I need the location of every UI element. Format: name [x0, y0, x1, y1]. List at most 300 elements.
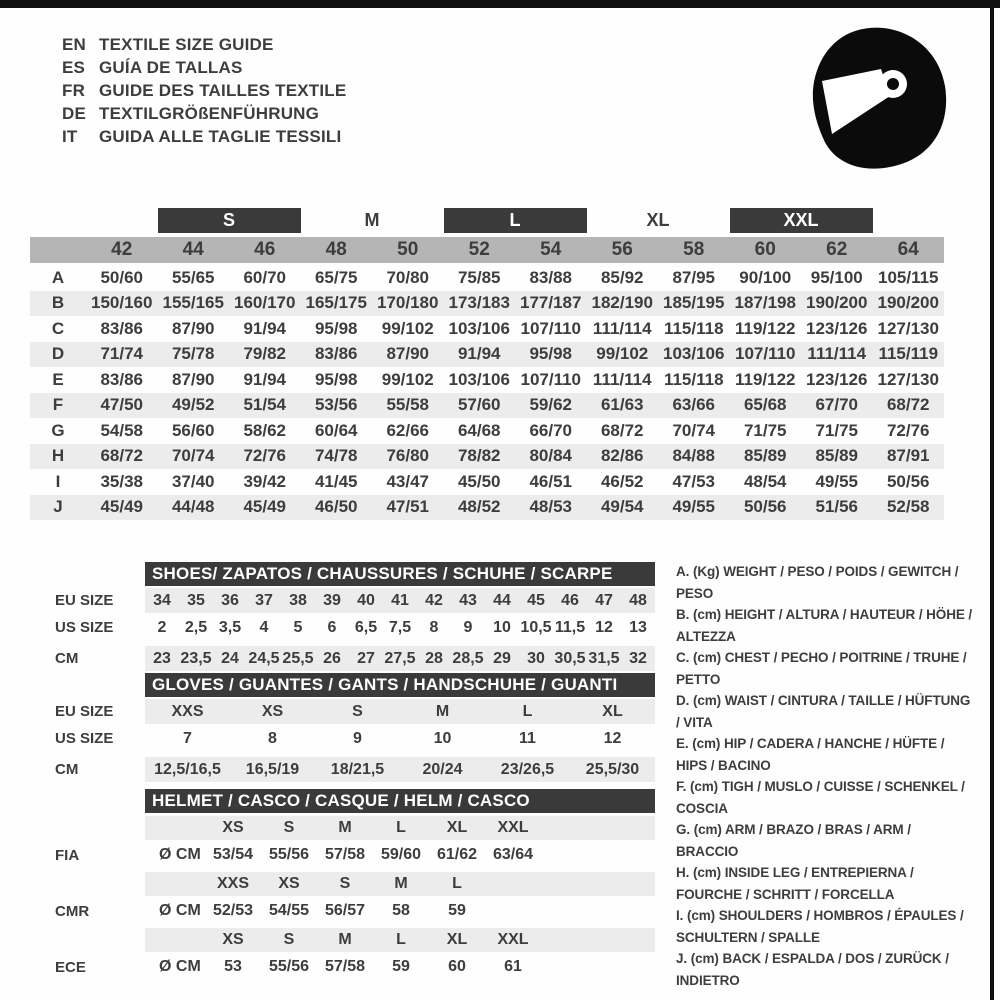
sub-cell: 46 [561, 591, 579, 609]
sub-cell: 13 [629, 618, 647, 636]
helmet-size-cell: XXS [216, 875, 249, 892]
measure-cell: 48/54 [743, 471, 787, 491]
helmet-group [55, 928, 675, 979]
measure-cell: 47/50 [100, 395, 144, 415]
measure-cell: 99/102 [381, 369, 434, 389]
right-border-bar [990, 0, 994, 1000]
measure-cell: 46/51 [529, 471, 573, 491]
sub-cell: 10 [493, 618, 511, 636]
measure-cell: 105/115 [877, 267, 939, 287]
sub-cell: 32 [629, 649, 647, 667]
sub-cell: 16,5/19 [245, 760, 300, 778]
helmet-value-cell: 63/64 [492, 846, 534, 863]
sub-cell: 10 [433, 729, 452, 747]
measure-cell: 103/106 [663, 344, 725, 364]
sub-cell: 47 [595, 591, 613, 609]
sub-cells [145, 899, 655, 923]
size-group-xl: XL [646, 210, 670, 230]
sub-cell: 43 [459, 591, 477, 609]
numeric-size-cell: 52 [468, 239, 490, 260]
size-group-row [30, 208, 944, 233]
legend-item: D. (cm) WAIST / CINTURA / TAILLE / HÜFTUNG / VITA [676, 693, 971, 730]
helmet-value-cell: 52/53 [212, 902, 254, 919]
sub-cell: 2 [157, 618, 167, 636]
measure-cell: 85/89 [815, 446, 859, 466]
sub-cell: 9 [463, 618, 473, 636]
sub-row-label: CM [55, 650, 79, 667]
measure-cell: 37/40 [171, 471, 215, 491]
sub-cell: 20/24 [422, 760, 463, 778]
helmet-size-cell: XXL [497, 819, 529, 836]
sub-cell: 27,5 [384, 649, 416, 667]
measure-cell: 68/72 [886, 395, 930, 415]
sub-cells [145, 955, 655, 979]
helmet-size-cell: M [338, 819, 352, 836]
helmet-size-cell: M [394, 875, 408, 892]
measure-cell: 48/53 [529, 497, 573, 517]
language-code: DE [62, 103, 87, 123]
sub-cell: 23 [153, 649, 171, 667]
sub-cell: 39 [323, 591, 341, 609]
language-row [62, 125, 346, 148]
language-row [62, 33, 346, 56]
measure-cell: 46/50 [314, 497, 358, 517]
language-row [62, 79, 346, 102]
legend-item: G. (cm) ARM / BRAZO / BRAS / ARM / BRACCIO [676, 822, 911, 859]
helmet-size-cell: XS [278, 875, 300, 892]
measure-cell: 51/54 [243, 395, 287, 415]
sub-cell: 28,5 [452, 649, 484, 667]
sub-cell: XXS [171, 702, 204, 720]
measure-cell: 46/52 [600, 471, 644, 491]
measure-cell: 185/195 [663, 293, 725, 313]
legend-item: E. (cm) HIP / CADERA / HANCHE / HÜFTE / HIPS / BACINO [676, 736, 945, 773]
language-code: IT [62, 126, 78, 146]
helmet-size-table [55, 789, 675, 984]
sub-cell: XL [602, 702, 623, 720]
sub-cell: 23/26,5 [500, 760, 555, 778]
measure-cell: 103/106 [448, 318, 510, 338]
helmet-size-cell: XXL [497, 931, 529, 948]
standard-label: FIA [55, 846, 80, 864]
measure-cell: 57/60 [457, 395, 501, 415]
sub-cell: 10,5 [520, 618, 552, 636]
language-title: GUIDE DES TAILLES TEXTILE [99, 80, 347, 100]
measure-cell: 65/75 [314, 267, 358, 287]
measure-cell: 60/70 [243, 267, 287, 287]
sub-cell: 26 [323, 649, 341, 667]
measure-cell: 66/70 [529, 420, 573, 440]
measure-cell: 48/52 [457, 497, 501, 517]
measure-cell: 45/50 [457, 471, 501, 491]
sub-cell: 30,5 [554, 649, 586, 667]
measure-cell: 63/66 [672, 395, 716, 415]
numeric-size-cell: 42 [111, 239, 133, 260]
shoes-table [55, 562, 675, 671]
helmet-sizes-row [55, 872, 675, 896]
numeric-size-cell: 62 [826, 239, 848, 260]
helmet-table-title: HELMET / CASCO / CASQUE / HELM / CASCO [145, 789, 655, 813]
sub-cell: 5 [293, 618, 303, 636]
helmet-value-cell: 56/57 [324, 902, 366, 919]
legend-item: B. (cm) HEIGHT / ALTURA / HAUTEUR / HÖHE / ALTEZZA [676, 607, 973, 644]
measure-row [30, 291, 944, 317]
measure-cell: 44/48 [171, 497, 215, 517]
measure-rows [30, 265, 944, 520]
sub-cell: 11,5 [554, 618, 586, 636]
row-letter: C [51, 318, 65, 338]
measure-cell: 49/52 [171, 395, 215, 415]
measure-cell: 60/64 [314, 420, 358, 440]
sub-row [55, 757, 675, 782]
helmet-size-cell: L [396, 819, 406, 836]
measure-cell: 76/80 [386, 446, 430, 466]
measure-cell: 115/118 [663, 369, 724, 389]
sub-row [55, 726, 675, 751]
measure-cell: 83/88 [529, 267, 573, 287]
measure-cell: 51/56 [815, 497, 859, 517]
sub-cells [145, 615, 655, 640]
sub-cell: 44 [493, 591, 511, 609]
measure-cell: 91/94 [457, 344, 501, 364]
measure-cell: 70/80 [386, 267, 430, 287]
sub-cell: 11 [519, 729, 536, 747]
sub-row-label: CM [55, 761, 79, 778]
sub-cell: 41 [391, 591, 409, 609]
measure-cell: 85/92 [600, 267, 644, 287]
sub-cell: 38 [289, 591, 307, 609]
measure-cell: 85/89 [743, 446, 787, 466]
sub-cells [145, 726, 655, 751]
measure-cell: 68/72 [600, 420, 644, 440]
helmet-size-cell: M [338, 931, 352, 948]
measure-cell: 87/95 [672, 267, 716, 287]
standard-label: CMR [55, 902, 90, 920]
legend-item: F. (cm) TIGH / MUSLO / CUISSE / SCHENKEL / COSCIA [676, 779, 965, 816]
helmet-group [55, 872, 675, 923]
sub-cell: 40 [357, 591, 375, 609]
helmet-value-cell: 61 [504, 958, 522, 975]
measure-cell: 83/86 [314, 344, 358, 364]
legend-item: C. (cm) CHEST / PECHO / POITRINE / TRUHE / PETTO [676, 650, 967, 687]
helmet-size-cell: L [396, 931, 406, 948]
legend-item: H. (cm) INSIDE LEG / ENTREPIERNA / FOURCHE / SCHRITT / FORCELLA [676, 865, 914, 902]
helmet-value-cell: 59/60 [380, 846, 422, 863]
measure-row [30, 495, 944, 521]
measure-cell: 87/90 [171, 318, 215, 338]
language-code: FR [62, 80, 86, 100]
measure-cell: 43/47 [386, 471, 430, 491]
language-code: EN [62, 34, 87, 54]
sub-row [55, 699, 675, 724]
measure-cell: 111/114 [807, 344, 867, 364]
numeric-size-cell: 48 [325, 239, 347, 260]
numeric-size-cell: 46 [254, 239, 276, 260]
measure-cell: 45/49 [100, 497, 144, 517]
language-row [62, 56, 346, 79]
measure-cell: 78/82 [457, 446, 501, 466]
measure-cell: 160/170 [234, 293, 296, 313]
measure-row [30, 393, 944, 419]
measure-cell: 65/68 [743, 395, 787, 415]
size-group-xxl: XXL [730, 208, 873, 233]
row-letter: A [51, 267, 65, 287]
measure-cell: 39/42 [243, 471, 287, 491]
helmet-value-cell: 59 [392, 958, 410, 975]
measure-cell: 127/130 [877, 318, 939, 338]
sub-cell: 7 [183, 729, 192, 747]
sub-cell: M [435, 702, 450, 720]
measure-cell: 95/98 [529, 344, 573, 364]
sub-cell: 31,5 [588, 649, 620, 667]
numeric-size-cell: 58 [683, 239, 705, 260]
legend-item: J. (cm) BACK / ESPALDA / DOS / ZURÜCK / INDIETRO [676, 951, 949, 988]
sub-cell: 30 [527, 649, 545, 667]
shoes-rows [55, 588, 675, 671]
helmet-value-cell: 61/62 [436, 846, 478, 863]
measure-cell: 74/78 [314, 446, 358, 466]
measure-cell: 83/86 [100, 369, 144, 389]
measure-cell: 59/62 [529, 395, 573, 415]
measure-cell: 107/110 [734, 344, 796, 364]
measure-cell: 119/122 [734, 369, 796, 389]
measure-cell: 49/55 [815, 471, 859, 491]
measure-cell: 115/119 [878, 344, 939, 364]
measure-cell: 71/75 [743, 420, 787, 440]
standard-label: ECE [55, 958, 86, 976]
numeric-size-cell: 60 [754, 239, 776, 260]
row-letter: D [51, 344, 65, 364]
shoes-table-title: SHOES/ ZAPATOS / CHAUSSURES / SCHUHE / SCARPE [145, 562, 655, 586]
measure-cell: 53/56 [314, 395, 358, 415]
measure-cell: 49/55 [672, 497, 716, 517]
helmet-value-cell: 54/55 [268, 902, 310, 919]
measure-cell: 35/38 [100, 471, 144, 491]
sub-cell: 34 [153, 591, 171, 609]
helmet-size-cell: S [339, 875, 351, 892]
textile-size-table [30, 208, 944, 520]
row-letter: B [51, 293, 65, 313]
sub-row [55, 646, 675, 671]
measure-cell: 99/102 [596, 344, 649, 364]
measure-cell: 177/187 [520, 293, 582, 313]
helmet-value-cell: Ø CM [159, 902, 201, 919]
sub-cell: 42 [425, 591, 443, 609]
sub-cells [145, 757, 655, 782]
helmet-size-cell: XS [222, 931, 244, 948]
sub-cell: 8 [268, 729, 277, 747]
measure-cell: 115/118 [663, 318, 724, 338]
measure-cell: 103/106 [448, 369, 510, 389]
size-group-l: L [444, 208, 587, 233]
measure-cell: 62/66 [386, 420, 430, 440]
measure-cell: 50/56 [743, 497, 787, 517]
measure-row [30, 316, 944, 342]
sub-row [55, 588, 675, 613]
measure-cell: 50/56 [886, 471, 930, 491]
measure-cell: 99/102 [381, 318, 434, 338]
measure-cell: 52/58 [886, 497, 930, 517]
measure-cell: 127/130 [877, 369, 939, 389]
measure-cell: 170/180 [377, 293, 439, 313]
sub-cell: 9 [353, 729, 362, 747]
size-group-s: S [158, 208, 301, 233]
sub-cell: 25,5/30 [585, 760, 640, 778]
helmet-groups [55, 816, 675, 979]
sub-cells [145, 816, 655, 840]
row-letter: G [51, 420, 65, 440]
measure-cell: 71/75 [815, 420, 859, 440]
measure-cell: 72/76 [886, 420, 930, 440]
measure-cell: 111/114 [592, 318, 652, 338]
measure-cell: 87/90 [171, 369, 215, 389]
sub-cell: 28 [425, 649, 443, 667]
measure-row [30, 444, 944, 470]
measure-cell: 61/63 [600, 395, 644, 415]
measure-cell: 55/58 [386, 395, 430, 415]
measure-cell: 67/70 [815, 395, 859, 415]
measure-row [30, 342, 944, 368]
row-letter: I [55, 471, 61, 491]
measure-cell: 41/45 [314, 471, 358, 491]
language-title: GUÍA DE TALLAS [99, 57, 243, 77]
measure-cell: 90/100 [739, 267, 792, 287]
measurement-legend [676, 561, 976, 991]
sub-cell: 6 [327, 618, 337, 636]
sub-cells [145, 646, 655, 671]
measure-cell: 87/90 [386, 344, 430, 364]
measure-cell: 107/110 [520, 318, 581, 338]
sub-cells [145, 872, 655, 896]
sub-cell: 35 [187, 591, 205, 609]
gloves-table-title: GLOVES / GUANTES / GANTS / HANDSCHUHE / GUANTI [145, 673, 655, 697]
measure-cell: 55/65 [171, 267, 215, 287]
legend-item: A. (Kg) WEIGHT / PESO / POIDS / GEWITCH / PESO [676, 564, 959, 601]
helmet-value-cell: 57/58 [324, 846, 366, 863]
helmet-value-cell: 53 [224, 958, 242, 975]
row-letter: F [52, 395, 64, 415]
helmet-size-cell: S [283, 931, 295, 948]
numeric-size-band [30, 237, 944, 263]
measure-cell: 45/49 [243, 497, 287, 517]
gloves-table [55, 673, 675, 782]
sub-cell: 3,5 [218, 618, 242, 636]
measure-cell: 49/54 [600, 497, 644, 517]
sub-cell: 23,5 [180, 649, 212, 667]
measure-cell: 155/165 [162, 293, 224, 313]
sub-row-label: US SIZE [55, 730, 114, 747]
sub-cell: 8 [429, 618, 439, 636]
row-letter: E [52, 369, 64, 389]
sub-cell: 4 [259, 618, 269, 636]
measure-cell: 182/190 [591, 293, 653, 313]
numeric-size-cell: 56 [611, 239, 633, 260]
helmet-value-cell: 57/58 [324, 958, 366, 975]
measure-cell: 150/160 [91, 293, 153, 313]
measure-row [30, 418, 944, 444]
numeric-size-cell: 44 [182, 239, 204, 260]
helmet-size-cell: XL [446, 931, 468, 948]
measure-cell: 190/200 [806, 293, 868, 313]
helmet-group [55, 816, 675, 867]
helmet-sizes-row [55, 816, 675, 840]
language-title: TEXTILE SIZE GUIDE [99, 34, 274, 54]
measure-cell: 47/53 [672, 471, 716, 491]
helmet-icon [797, 22, 957, 172]
measure-cell: 83/86 [100, 318, 144, 338]
measure-cell: 50/60 [100, 267, 144, 287]
measure-row [30, 367, 944, 393]
sub-row-label: US SIZE [55, 619, 114, 636]
sub-cell: 37 [255, 591, 273, 609]
helmet-size-cell: XS [222, 819, 244, 836]
measure-cell: 173/183 [448, 293, 510, 313]
sub-cell: S [352, 702, 363, 720]
measure-cell: 187/198 [734, 293, 796, 313]
sub-cell: 45 [527, 591, 545, 609]
measure-cell: 84/88 [672, 446, 716, 466]
sub-cell: 48 [629, 591, 647, 609]
measure-cell: 95/98 [314, 369, 358, 389]
sub-cells [145, 928, 655, 952]
sub-cell: 6,5 [354, 618, 378, 636]
measure-cell: 91/94 [243, 318, 287, 338]
measure-cell: 58/62 [243, 420, 287, 440]
measure-cell: 54/58 [100, 420, 144, 440]
measure-row [30, 265, 944, 291]
top-border-bar [0, 0, 1000, 8]
numeric-size-cell: 50 [397, 239, 419, 260]
sub-cells [145, 588, 655, 613]
sub-cell: 12 [603, 729, 622, 747]
measure-cell: 47/51 [386, 497, 430, 517]
sub-row-label: EU SIZE [55, 703, 114, 720]
sub-row [55, 615, 675, 640]
measure-cell: 82/86 [600, 446, 644, 466]
sub-cells [145, 843, 655, 867]
measure-cell: 123/126 [806, 369, 868, 389]
helmet-sizes-row [55, 928, 675, 952]
helmet-value-cell: 55/56 [268, 846, 310, 863]
helmet-values-row [55, 899, 675, 923]
sub-cell: XS [261, 702, 284, 720]
measure-cell: 75/78 [171, 344, 215, 364]
helmet-value-cell: Ø CM [159, 958, 201, 975]
measure-cell: 107/110 [520, 369, 581, 389]
measure-cell: 68/72 [100, 446, 144, 466]
measure-cell: 95/100 [810, 267, 863, 287]
helmet-size-cell: S [283, 819, 295, 836]
helmet-value-cell: Ø CM [159, 846, 201, 863]
sub-cell: 25,5 [282, 649, 314, 667]
measure-cell: 70/74 [672, 420, 716, 440]
sub-cell: L [522, 702, 533, 720]
helmet-value-cell: 58 [392, 902, 410, 919]
sub-cell: 18/21,5 [330, 760, 385, 778]
helmet-value-cell: 60 [448, 958, 466, 975]
measure-cell: 79/82 [243, 344, 287, 364]
helmet-size-cell: XL [446, 819, 468, 836]
numeric-size-cell: 64 [897, 239, 919, 260]
gloves-rows [55, 699, 675, 782]
sub-cells [145, 699, 655, 724]
measure-cell: 75/85 [457, 267, 501, 287]
language-title: TEXTILGRÖßENFÜHRUNG [99, 103, 320, 123]
numeric-size-cell: 54 [540, 239, 562, 260]
measure-cell: 70/74 [171, 446, 215, 466]
helmet-value-cell: 53/54 [212, 846, 254, 863]
measure-cell: 119/122 [734, 318, 796, 338]
